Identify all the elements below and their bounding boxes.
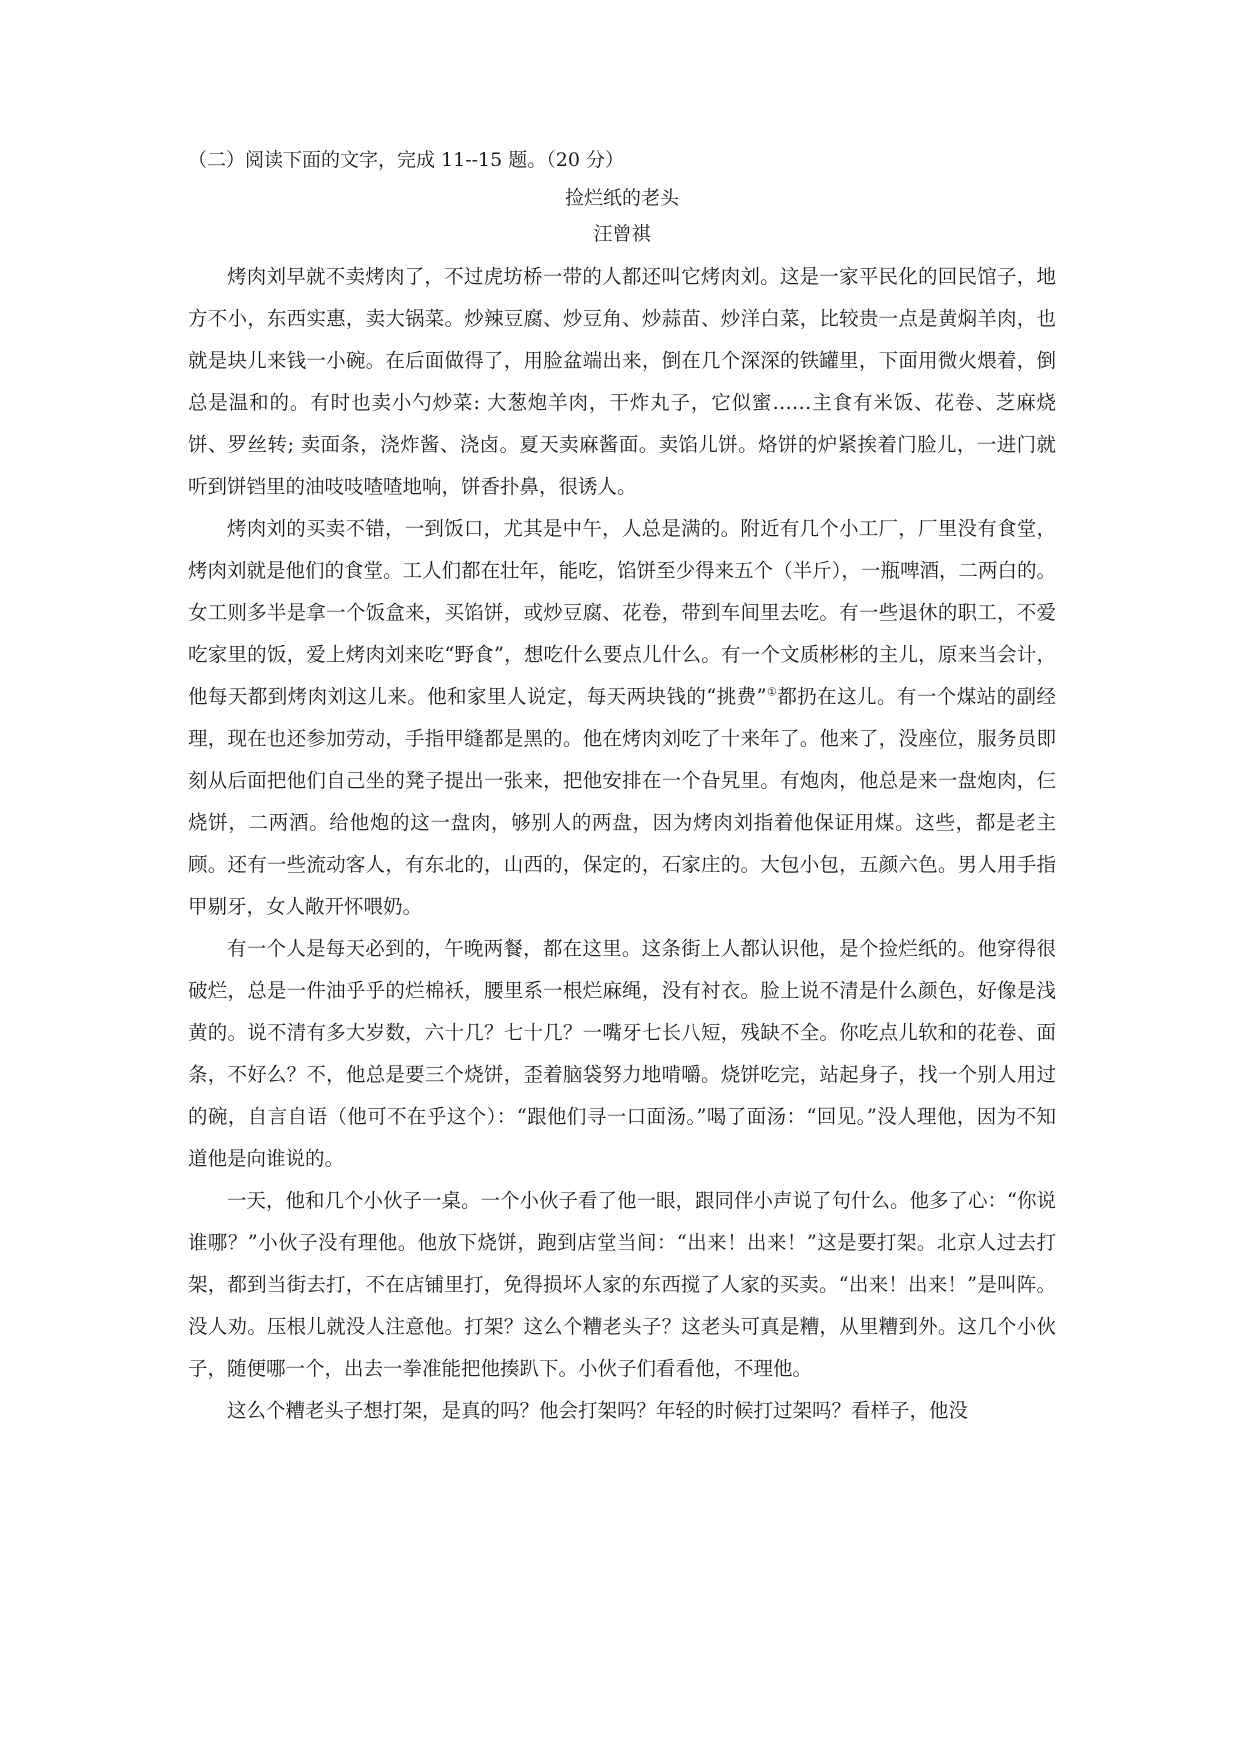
article-title: 捡烂纸的老头 [564,187,679,209]
article-author: 汪曾祺 [593,223,651,245]
footnote-marker: ① [766,685,778,699]
paragraph-2-text-a: 烤肉刘的买卖不错，一到饭口，尤其是中午，人总是满的。附近有几个小工厂，厂里没有食堂，烤肉刘就是他们的食堂。工人们都在壮年，能吃，馅饼至少得来五个（半斤），一瓶啤酒，二两白的。女工则多半是拿一个饭盒来，买馅饼，或炒豆腐、花卷，带到车间里去吃。有一些退休的职工，不爱吃家里的饭，爱上烤肉刘来吃“野食”，想吃什么要点儿什么。有一个文质彬彬的主儿，原来当会计，他每天都到烤肉刘这儿来。他和家里人说定，每天两块钱的“挑费” [188,517,1056,708]
document-page [188,146,1056,1432]
paragraph-4: 一天，他和几个小伙子一桌。一个小伙子看了他一眼，跟同伴小声说了句什么。他多了心：“你说谁哪？”小伙子没有理他。他放下烧饼，跑到店堂当间：“出来！出来！”这是要打架。北京人过去打架，都到当街去打，不在店铺里打，免得损坏人家的东西搅了人家的买卖。“出来！出来！”是叫阵。没人劝。压根儿就没人注意他。打架？这么个糟老头子？这老头可真是糟，从里糟到外。这几个小伙子，随便哪一个，出去一拳准能把他揍趴下。小伙子们看看他，不理他。 [188,1189,1056,1380]
paragraph-5: 这么个糟老头子想打架，是真的吗？他会打架吗？年轻的时候打过架吗？看样子，他没 [227,1399,969,1422]
question-heading: （二）阅读下面的文字，完成 11--15 题。（20 分） [188,149,624,171]
paragraph-2-text-b: 都扔在这儿。有一个煤站的副经理，现在也还参加劳动，手指甲缝都是黑的。他在烤肉刘吃了十来年了。他来了，没座位，服务员即刻从后面把他们自己坐的凳子提出一张来，把他安排在一个旮旯里。有炮肉，他总是来一盘炮肉，仨烧饼，二两酒。给他炮的这一盘肉，够别人的两盘，因为烤肉刘指着他保证用煤。这些，都是老主顾。还有一些流动客人，有东北的，山西的，保定的，石家庄的。大包小包，五颜六色。男人用手指甲剔牙，女人敞开怀喂奶。 [188,685,1056,918]
paragraph-1: 烤肉刘早就不卖烤肉了，不过虎坊桥一带的人都还叫它烤肉刘。这是一家平民化的回民馆子，地方不小，东西实惠，卖大锅菜。炒辣豆腐、炒豆角、炒蒜苗、炒洋白菜，比较贵一点是黄焖羊肉，也就是块儿来钱一小碗。在后面做得了，用脸盆端出来，倒在几个深深的铁罐里，下面用微火煨着，倒总是温和的。有时也卖小勺炒菜: 大葱炮羊肉，干炸丸子，它似蜜……主食有米饭、花卷、芝麻烧饼、罗丝转; 卖面条，浇炸酱、浇卤。夏天卖麻酱面。卖馅儿饼。烙饼的炉紧挨着门脸儿，一进门就听到饼铛里的油吱吱喳喳地响，饼香扑鼻，很诱人。 [188,265,1056,498]
paragraph-2 [188,508,1056,928]
paragraph-3: 有一个人是每天必到的，午晚两餐，都在这里。这条街上人都认识他，是个捡烂纸的。他穿得很破烂，总是一件油乎乎的烂棉袄，腰里系一根烂麻绳，没有衬衣。脸上说不清是什么颜色，好像是浅黄的。说不清有多大岁数，六十几？七十几？一嘴牙七长八短，残缺不全。你吃点儿软和的花卷、面条，不好么？不，他总是要三个烧饼，歪着脑袋努力地啃嚼。烧饼吃完，站起身子，找一个别人用过的碗，自言自语（他可不在乎这个）：“跟他们寻一口面汤。”喝了面汤：“回见。”没人理他，因为不知道他是向谁说的。 [188,937,1056,1170]
